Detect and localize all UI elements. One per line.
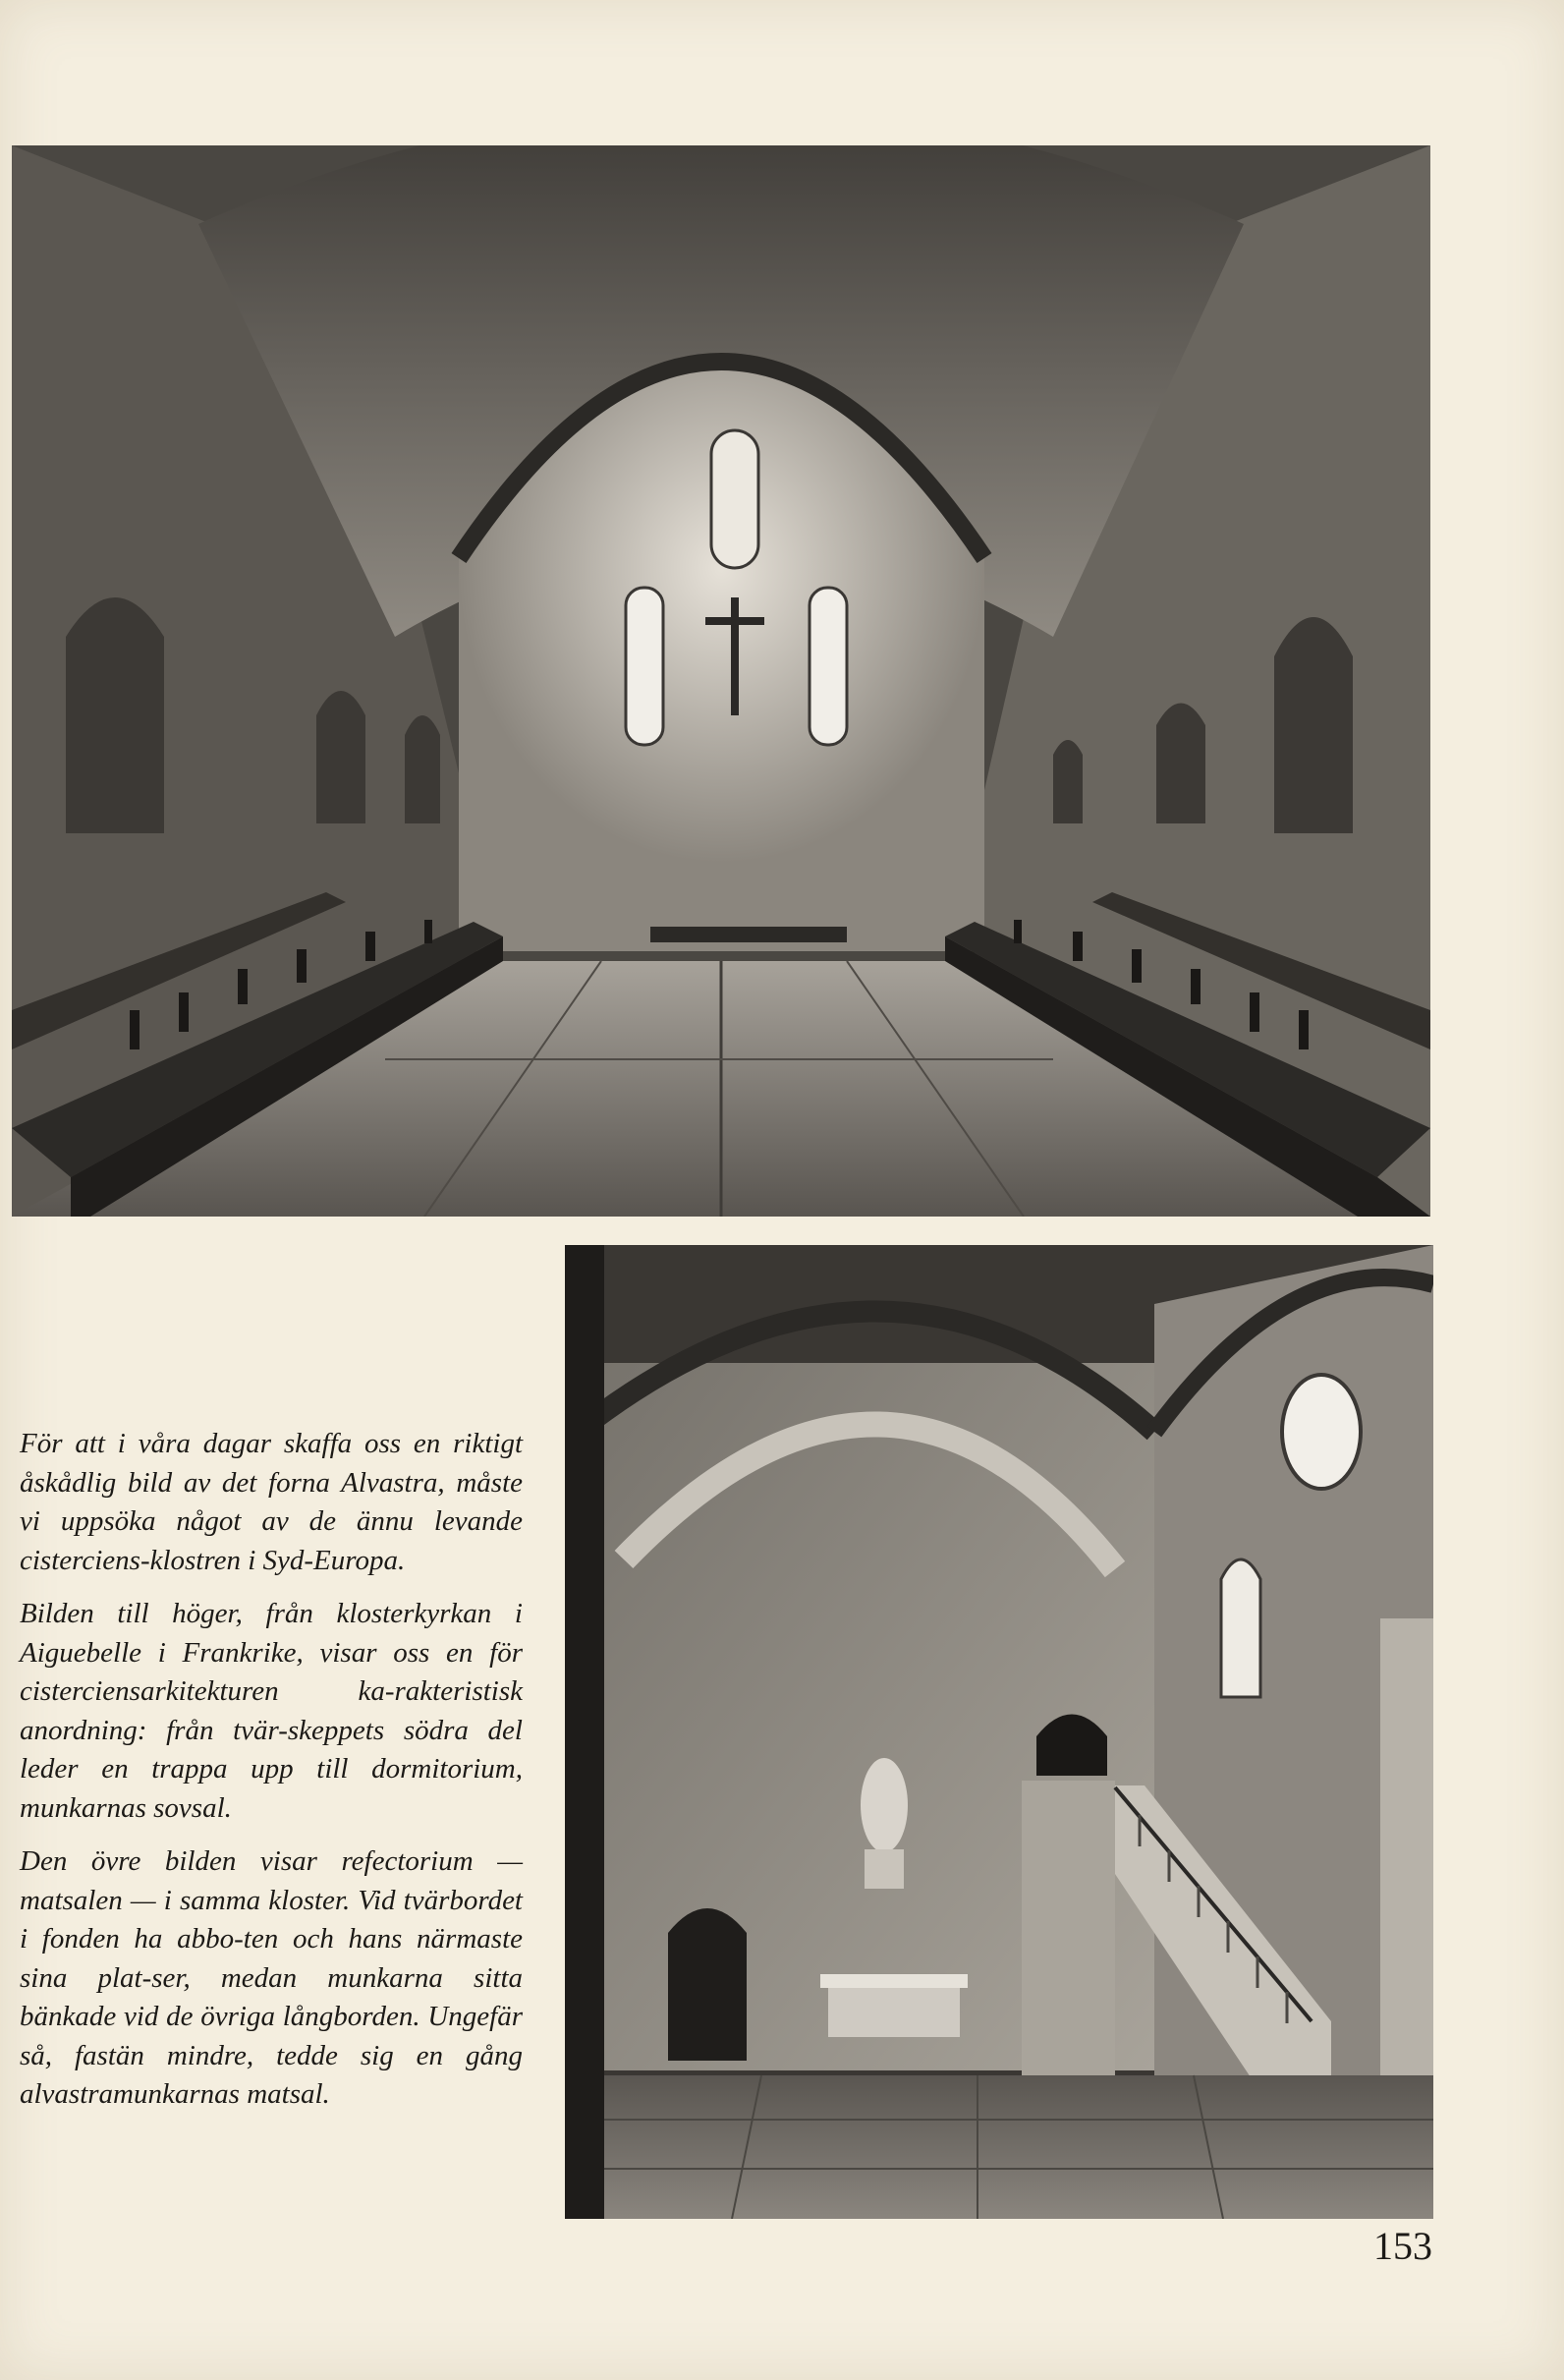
church-stair-photo	[565, 1245, 1433, 2219]
refectory-photo	[12, 145, 1430, 1217]
caption-paragraph: Den övre bilden visar refectorium — matsalen — i samma kloster. Vid tvärbordet i fonden ha abbo-ten och hans närmaste sina plat-ser, medan munkarna sitta bänkade vid de övriga långborden. Ungefär så, fastän mindre, tedde sig en gång alvastramunkarnas matsal.	[20, 1845, 523, 2110]
page-number: 153	[1373, 2224, 1432, 2268]
caption-paragraph: För att i våra dagar skaffa oss en riktigt åskådlig bild av det forna Alvastra, måste vi uppsöka något av de ännu levande cisterciens-klostren i Syd-Europa.	[20, 1428, 523, 1576]
caption-paragraph: Bilden till höger, från klosterkyrkan i Aiguebelle i Frankrike, visar oss en för cisterciensarkitekturen ka-rakteristisk anordning: från tvär-skeppets södra del leder en trappa upp till dormitorium, munkarnas sovsal.	[20, 1598, 523, 1824]
caption	[20, 1425, 523, 2129]
